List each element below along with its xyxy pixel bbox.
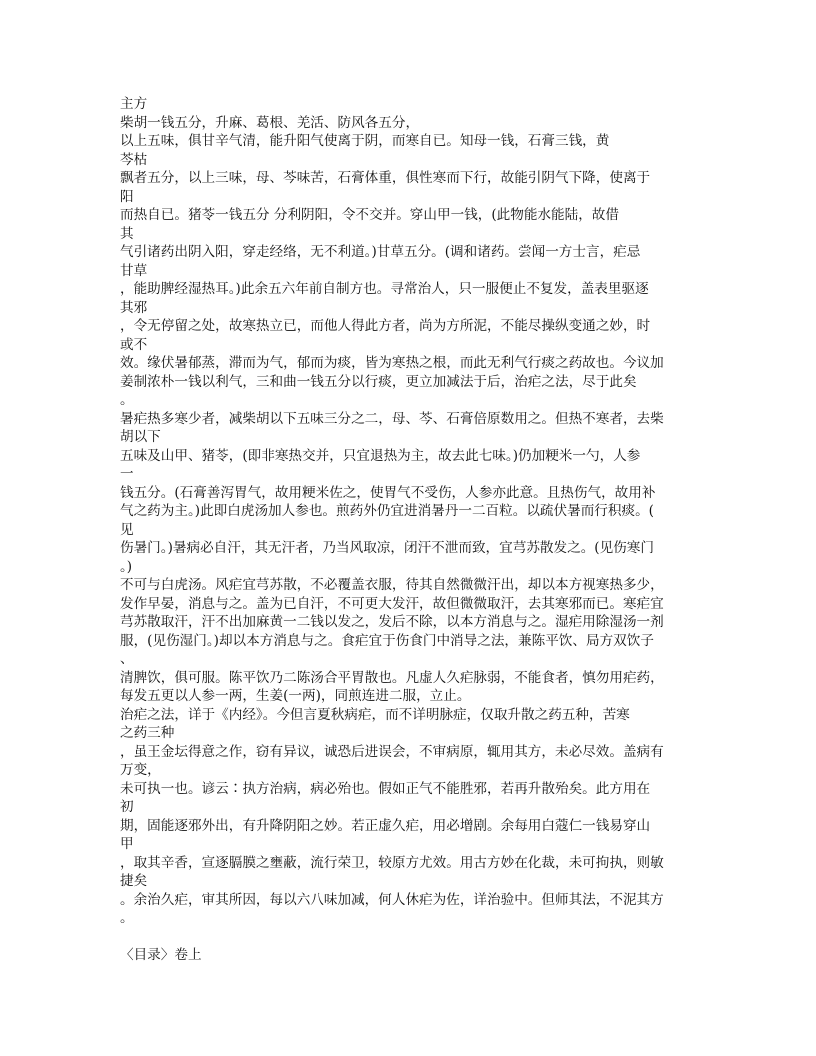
text-block [120, 95, 700, 928]
text-line: 芩枯 [120, 151, 148, 168]
text-line: 胡以下 [120, 429, 161, 445]
text-line: ，取其辛香，宣逐膈膜之壅蔽，流行荣卫，较原方尤效。用古方妙在化裁，未可拘执，则敏 [120, 854, 664, 871]
text-line: 万变， [120, 762, 161, 778]
text-line: 芎苏散取汗，汗不出加麻黄一二钱以发之，发后不除，以本方消息与之。湿疟用除湿汤一剂 [120, 614, 664, 630]
text-line: 一 [120, 466, 134, 482]
text-line: 暑疟热多寒少者，减柴胡以下五味三分之二，母、芩、石膏倍原数用之。但热不寒者，去柴 [120, 410, 664, 427]
text-line: 伤暑门。)暑病必自汗，其无汗者，乃当风取凉，闭汗不泄而致，宜芎苏散发之。(见伤寒门 [120, 540, 654, 556]
text-line: 或不 [120, 336, 148, 353]
text-line: 。余治久疟，审其所因，每以六八味加减，何人休疟为佐，详治验中。但师其法，不泥其方 [120, 891, 664, 908]
text-line: 气之药为主。)此即白虎汤加人参也。煎药外仍宜进消暑丹一二百粒。以疏伏暑而行积痰。( [120, 503, 654, 519]
text-line: 钱五分。(石膏善泻胃气，故用粳米佐之，使胃气不受伤，人参亦此意。且热伤气，故用补 [120, 484, 656, 501]
text-line: ，能助脾经湿热耳。)此余五六年前自制方也。寻常治人，只一服便止不复发，盖表里驱逐 [120, 281, 649, 297]
text-line: ，虽王金坛得意之作，窃有异议，诚恐后进误会，不审病原，辄用其方，未必尽效。盖病有 [120, 743, 664, 760]
text-line: 效。缘伏暑郁蒸，滞而为气，郁而为痰，皆为寒热之根，而此无利气行痰之药故也。今议加 [120, 355, 664, 371]
text-line: 而热自已。猪苓一钱五分 分利阴阳，令不交并。穿山甲一钱，(此物能水能陆，故借 [120, 207, 619, 223]
text-line: 。 [120, 910, 134, 926]
text-line: 其 [120, 225, 134, 242]
text-line: 、 [120, 651, 134, 667]
text-line: 飘者五分，以上三味，母、芩味苦，石膏体重，俱性寒而下行，故能引阴气下降，使离于 [120, 170, 651, 186]
text-line: 治疟之法，详于《内经》。今但言夏秋病疟，而不详明脉症，仅取升散之药五种，苦寒 [120, 706, 630, 723]
text-line: 甲 [120, 836, 134, 852]
text-line: 阳 [120, 188, 134, 205]
footer-nav[interactable]: 〈目录〉卷上 [120, 947, 202, 963]
text-line: 姜制浓朴一钱以利气，三和曲一钱五分以行痰，更立加减法于后，治疟之法，尽于此矣 [120, 373, 637, 390]
text-line: 捷矣 [120, 873, 148, 889]
text-line: ，令无停留之处，故寒热立已，而他人得此方者，尚为方所泥，不能尽操纵变通之妙，时 [120, 318, 651, 334]
text-line: 初 [120, 799, 134, 815]
text-line: 甘草 [120, 262, 148, 279]
text-line: 见 [120, 521, 134, 538]
text-line: 期，固能逐邪外出，有升降阴阳之妙。若正虚久疟，用必增剧。余每用白蔻仁一钱易穿山 [120, 817, 651, 834]
document-page [120, 95, 700, 965]
text-line: 清脾饮，俱可服。陈平饮乃二陈汤合平胃散也。凡虚人久疟脉弱，不能食者，慎勿用疟药， [120, 669, 664, 686]
text-line: 。 [120, 392, 134, 408]
text-line: 发作早晏，消息与之。盖为已自汗，不可更大发汗，故但微微取汗，去其寒邪而已。寒疟宜 [120, 595, 664, 612]
text-line: 服，(见伤湿门。)却以本方消息与之。食疟宜于伤食门中消导之法，兼陈平饮、局方双饮子 [120, 632, 654, 649]
text-line: 主方 [120, 96, 148, 112]
text-line: 。) [120, 558, 133, 575]
text-line: 五味及山甲、猪苓，(即非寒热交并，只宜退热为主，故去此七味。)仍加粳米一勺，人参 [120, 447, 641, 464]
text-line: 其邪 [120, 299, 148, 316]
spacer [120, 928, 700, 947]
text-line: 每发五更以人参一两，生姜(一两)，同煎连进二服，立止。 [120, 688, 471, 704]
text-line: 气引诸药出阴入阳，穿走经络，无不利道。)甘草五分。(调和诸药。尝闻一方士言，疟忌 [120, 244, 641, 260]
text-line: 未可执一也。谚云∶执方治病，病必殆也。假如正气不能胜邪，若再升散殆矣。此方用在 [120, 780, 651, 797]
text-line: 之药三种 [120, 725, 175, 741]
text-line: 以上五味，俱甘辛气清，能升阳气使离于阴，而寒自已。知母一钱，石膏三钱，黄 [120, 133, 610, 149]
text-line: 柴胡一钱五分，升麻、葛根、羌活、防风各五分， [120, 114, 420, 131]
text-line: 不可与白虎汤。风疟宜芎苏散，不必覆盖衣服，待其自然微微汗出，却以本方视寒热多少， [120, 577, 664, 593]
